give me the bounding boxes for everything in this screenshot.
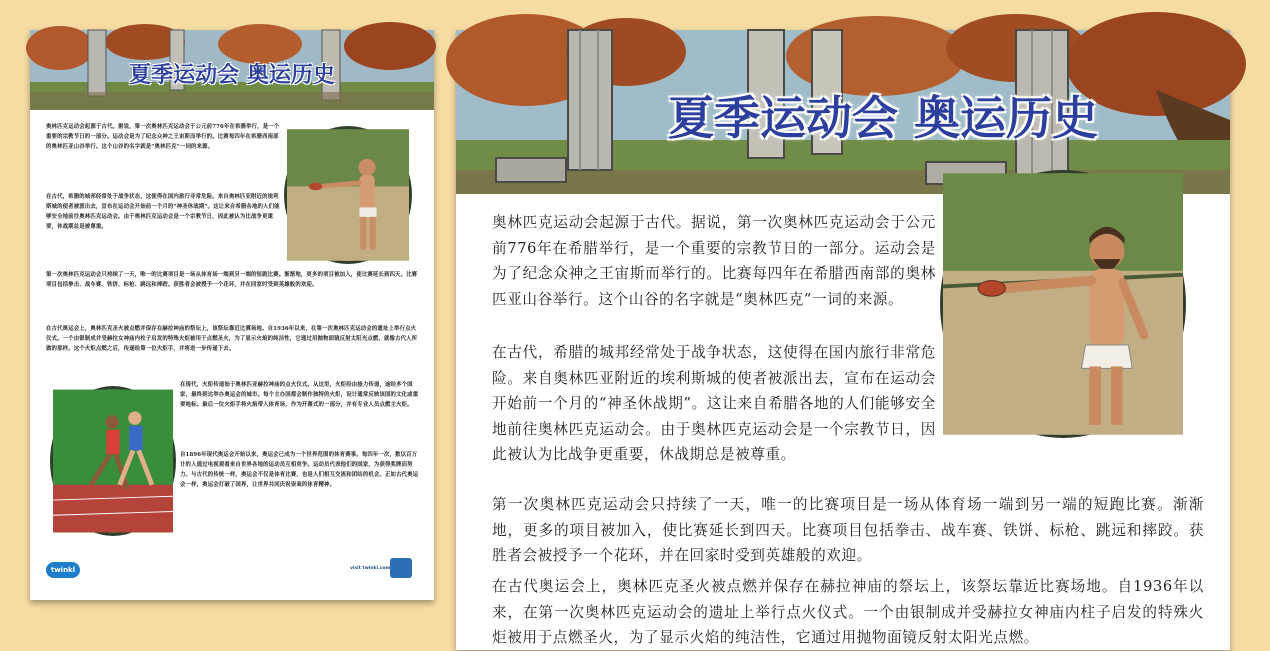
paragraph-olympic-flame: 在古代奥运会上，奥林匹克圣火被点燃并保存在赫拉神庙的祭坛上，该祭坛靠近比赛场地。自1936年以来，在第一次奥林匹克运动会的遗址上举行点火仪式。一个由银制成并受赫拉女神庙内柱子启发的特殊火炬被用于点燃圣火，为了显示火焰的纯洁性，它通过用抛物面镜反射太阳光点燃。 [492, 578, 1204, 646]
paragraph-sacred-truce: 在古代，希腊的城邦经常处于战争状态，这使得在国内旅行非常危险。来自奥林匹亚附近的埃利斯城的使者被派出去，宣布在运动会开始前一个月的“神圣休战期”。这让来自希腊各地的人们能够安全地前往奥林匹克运动会。由于奥林匹克运动会是一个宗教节日，因此被认为比战争更重要，休战期总是被尊重。 [492, 344, 936, 463]
thumbnail-banner [30, 30, 434, 110]
thumbnail-page [30, 30, 434, 600]
thumbnail-paragraph-4: 在古代奥运会上，奥林匹克圣火被点燃并保存在赫拉神庙的祭坛上，该祭坛靠近比赛场地。自1936年以来，在第一次奥林匹克运动会的遗址上举行点火仪式。一个由银制成并受赫拉女神庙内柱子启发的特殊火炬被用于点燃圣火，为了显示火焰的纯洁性，它通过用抛物面镜反射太阳光点燃，就像古代人所做的那样。这个火炬点燃之后，传递给第一位火炬手，并将进一步传递下去。 [46, 326, 418, 352]
thumbnail-title: 夏季运动会 奥运历史 [129, 62, 335, 88]
discus-thrower-illustration [943, 173, 1183, 435]
discus-thrower-image [284, 126, 412, 264]
thumbnail-paragraph-5: 在现代，火炬传递始于奥林匹亚赫拉神庙的点火仪式。从这里，火炬经由接力传递，途经多个国家，最终到达举办奥运会的城市。每个主办国都会制作独特的火炬，设计通常反映该国的文化或重要地标。最后一位火炬手将火焰带入体育场，作为开幕式的一部分，并有专业人员点燃主火炬。 [180, 382, 419, 408]
paragraph-events: 第一次奥林匹克运动会只持续了一天，唯一的比赛项目是一场从体育场一端到另一端的短跑比赛。渐渐地，更多的项目被加入，使比赛延长到四天。比赛项目包括拳击、战车赛、铁饼、标枪、跳远和摔跤。获胜者会被授予一个花环，并在回家时受到英雄般的欢迎。 [492, 496, 1204, 564]
thumbnail-paragraph-1: 奥林匹克运动会起源于古代。据说，第一次奥林匹克运动会于公元前776年在希腊举行，是一个重要的宗教节日的一部分。运动会是为了纪念众神之王宙斯而举行的。比赛每四年在希腊西南部的奥林匹亚山谷举行。这个山谷的名字就是“奥林匹克”一词的来源。 [46, 124, 280, 150]
discus-thrower-image [940, 170, 1186, 438]
footer-url: visit twinkl.com [350, 566, 391, 571]
thumbnail-paragraph-6: 自1896年现代奥运会开始以来，奥运会已成为一个世界范围的体育赛事。每四年一次，数以百万计的人通过电视观看来自世界各地的运动员互相竞争。运动员代表他们的国家，为获得奖牌而努力。与古代的传统一样，奥运会不仅是体育比赛，也是人们相互交流和团结的机会。正如古代奥运会一样，奥运会打破了国界，让世界共同庆祝崇高的体育精神。 [180, 452, 419, 488]
runners-image [50, 386, 176, 536]
discus-thrower-illustration [287, 129, 409, 261]
main-title: 夏季运动会 奥运历史 [667, 91, 1098, 145]
paragraph-origins: 奥林匹克运动会起源于古代。据说，第一次奥林匹克运动会于公元前776年在希腊举行，是一个重要的宗教节日的一部分。运动会是为了纪念众神之王宙斯而举行的。比赛每四年在希腊西南部的奥林匹亚山谷举行。这个山谷的名字就是“奥林匹克”一词的来源。 [492, 214, 936, 308]
thumbnail-paragraph-2: 在古代，希腊的城邦经常处于战争状态，这使得在国内旅行非常危险。来自奥林匹亚附近的埃利斯城的使者被派出去，宣布在运动会开始前一个月的“神圣休战期”。这让来自希腊各地的人们能够安全地前往奥林匹克运动会。由于奥林匹克运动会是一个宗教节日，因此被认为比战争更重要，休战期总是被尊重。 [46, 194, 280, 230]
twinkl-logo: twinkl [46, 562, 80, 578]
thumbnail-paragraph-3: 第一次奥林匹克运动会只持续了一天，唯一的比赛项目是一场从体育场一端到另一端的短跑比赛。渐渐地，更多的项目被加入，使比赛延长到四天。比赛项目包括拳击、战车赛、铁饼、标枪、跳远和摔跤。获胜者会被授予一个花环，并在回家时受到英雄般的欢迎。 [46, 272, 418, 288]
main-page [456, 30, 1230, 650]
runners-illustration [53, 389, 173, 533]
footer-badge-icon [390, 558, 412, 578]
main-banner [456, 30, 1230, 194]
